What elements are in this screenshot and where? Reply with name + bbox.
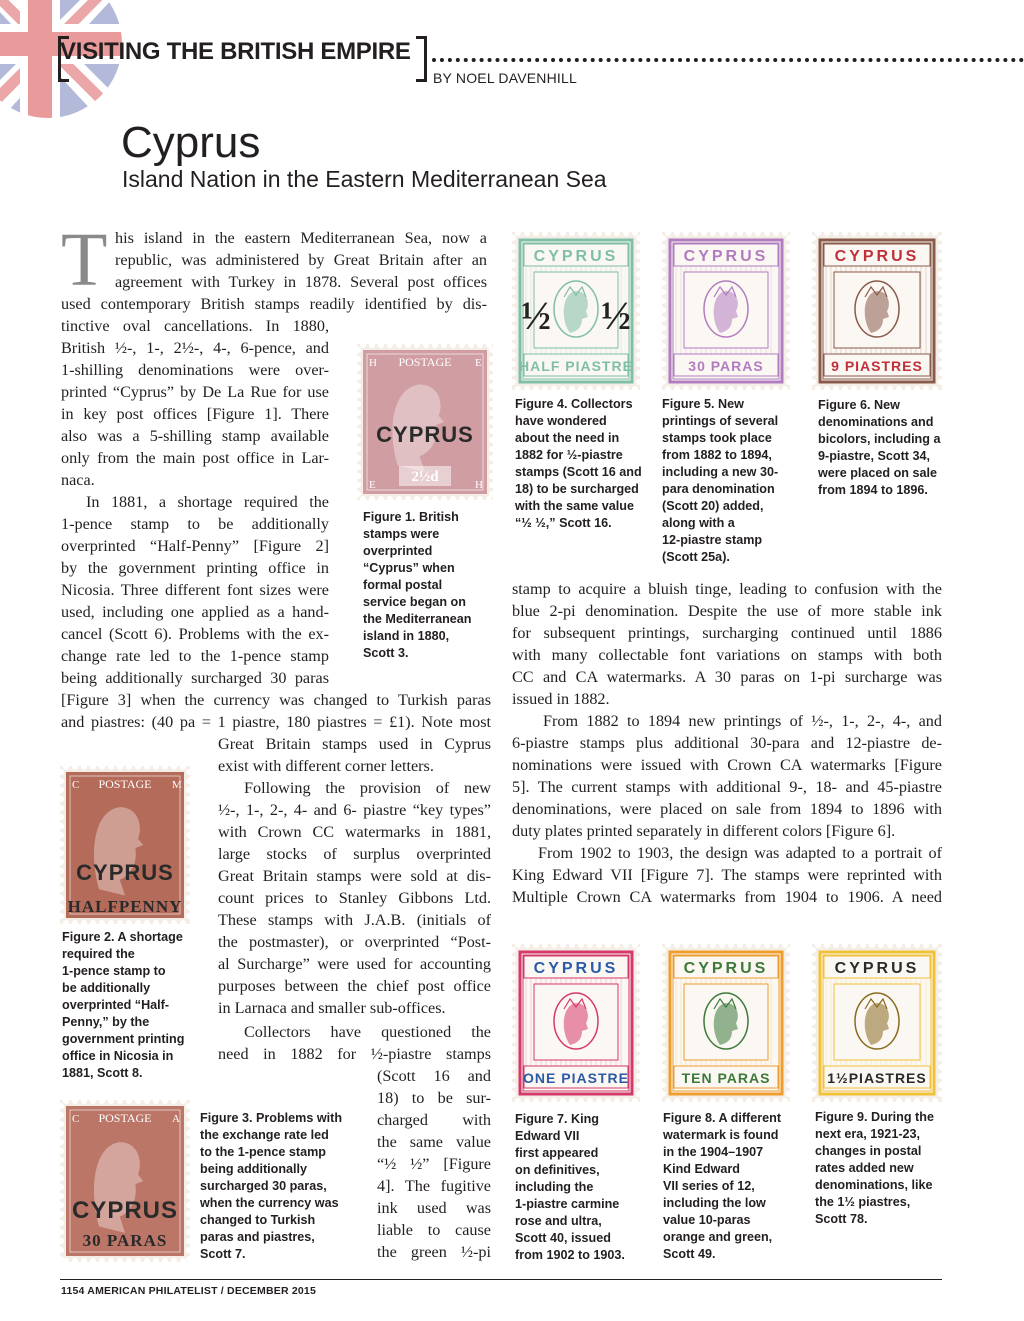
body-text-line: for subsequent printings, surcharging continued until 1886 [512, 624, 942, 642]
caption-line: to the 1-pence stamp [200, 1145, 326, 1159]
caption-line: “Cyprus” when [363, 561, 455, 575]
body-text-line: his island in the eastern Mediterranean Sea, now a [115, 229, 487, 247]
body-text-line: change rate led to the 1-pence stamp [61, 647, 329, 665]
caption-line: first appeared [515, 1146, 599, 1160]
stamp-value-label: 2½d [411, 469, 439, 485]
caption-line: 1882 for ½-piastre [515, 448, 623, 462]
caption-line: were placed on sale [818, 466, 937, 480]
caption-line: Scott 3. [363, 646, 409, 660]
figure-5-stamp [662, 232, 790, 390]
stamp-value-label: ONE PIASTRE [523, 1070, 629, 1086]
caption-line: changes in postal [815, 1144, 922, 1158]
caption-line: surcharged 30 paras, [200, 1179, 327, 1193]
overprint-text: CYPRUS [71, 1197, 179, 1224]
surcharge-overprint: ½ ½ [521, 293, 631, 338]
caption-line: Figure 6. New [818, 398, 900, 412]
caption-line: watermark is found [663, 1128, 779, 1142]
caption-line: Scott 78. [815, 1212, 868, 1226]
body-text-line: Great Britain stamps were sold at dis- [218, 867, 491, 885]
caption-line: denominations and [818, 415, 934, 429]
caption-line: orange and green, [663, 1230, 773, 1244]
figure-3-caption [200, 1110, 360, 1263]
caption-line: Figure 8. A different [663, 1111, 782, 1125]
body-text-line: Following the provision of new [244, 779, 491, 797]
caption-line: overprinted [363, 544, 433, 558]
body-text-line: also was a 5-shilling stamp available [61, 427, 329, 445]
caption-line: Figure 7. King [515, 1112, 599, 1126]
caption-line: (Scott 20) added, [662, 499, 764, 513]
figure-2-caption [62, 929, 212, 1082]
stamp-country-label: CYPRUS [533, 960, 619, 977]
caption-line: office in Nicosia in [62, 1049, 174, 1063]
caption-line: “½ ½,” Scott 16. [515, 516, 612, 530]
caption-line: from 1902 to 1903. [515, 1248, 625, 1262]
body-text-line: Great Britain stamps used in Cyprus [218, 735, 491, 753]
caption-line: 12-piastre stamp [662, 533, 763, 547]
caption-line: the exchange rate led [200, 1128, 329, 1142]
body-text-line: (Scott 16 and [377, 1067, 491, 1085]
dotted-rule [432, 58, 1024, 62]
body-text-line: From 1882 to 1894 new printings of ½-, 1-, 2-, 4-, and [543, 712, 942, 730]
body-text-line: duty plates printed separately in different colors [Figure 6]. [512, 822, 896, 840]
figure-4-stamp [512, 232, 640, 390]
body-text-line: purposes between the chief post office [218, 977, 491, 995]
body-text-line: agreement with Turkey in 1878. Several post offices [115, 273, 487, 291]
body-text-line: liable to cause [377, 1221, 491, 1239]
figure-1-stamp [357, 344, 493, 500]
byline: BY NOEL DAVENHILL [433, 70, 577, 86]
figure-6-caption [818, 397, 968, 499]
body-text-line: 1-pence stamp to be additionally [61, 515, 329, 533]
caption-line: stamps (Scott 16 and [515, 465, 642, 479]
caption-line: from 1882 to 1894, [662, 448, 772, 462]
corner-letter: H [369, 357, 377, 369]
caption-line: VII series of 12, [663, 1179, 755, 1193]
corner-letter: E [369, 479, 376, 491]
stamp-value-label: 9 PIASTRES [831, 358, 923, 374]
caption-line: rates added new [815, 1161, 914, 1175]
figure-7-caption [515, 1111, 663, 1264]
figure-7-stamp [512, 944, 640, 1102]
caption-line: from 1894 to 1896. [818, 483, 928, 497]
caption-line: be additionally [62, 981, 151, 995]
body-text-line: naca. [61, 471, 95, 489]
overprint-text: CYPRUS [76, 860, 174, 885]
body-text-line: Multiple Crown CA watermarks from 1904 to 1906. A need [512, 888, 942, 906]
overprint-text: CYPRUS [376, 422, 474, 447]
caption-line: Kind Edward [663, 1162, 740, 1176]
figure-1-caption [363, 509, 493, 662]
stamp-country-label: CYPRUS [834, 960, 920, 977]
body-text-line: the green ½-pi [377, 1243, 491, 1261]
caption-line: paras and piastres, [200, 1230, 315, 1244]
body-text-line: tinctive oval cancellations. In 1880, [61, 317, 329, 335]
figure-3-stamp [60, 1100, 190, 1262]
body-text-line: [Figure 3] when the currency was changed to Turkish paras [61, 691, 491, 709]
caption-line: Scott 7. [200, 1247, 246, 1261]
body-text-line: the postmaster), or overprinted “Post- [218, 933, 491, 951]
body-text-line: large stocks of surplus overprinted [218, 845, 491, 863]
footer-rule [60, 1279, 942, 1280]
caption-line: Edward VII [515, 1129, 580, 1143]
body-text-line: overprinted “Half-Penny” [Figure 2] [61, 537, 329, 555]
caption-line: Figure 5. New [662, 397, 744, 411]
caption-line: changed to Turkish [200, 1213, 316, 1227]
caption-line: stamps took place [662, 431, 772, 445]
caption-line: including a new 30- [662, 465, 779, 479]
caption-line: with the same value [515, 499, 634, 513]
stamp-country-label: CYPRUS [834, 248, 920, 265]
overprint-text-2: HALFPENNY [67, 897, 183, 916]
stamp-top-label: POSTAGE [398, 355, 452, 369]
body-text-line: cancel (Scott 6). Problems with the ex- [61, 625, 329, 643]
body-text-line: with Crown CC watermarks in 1881, [218, 823, 491, 841]
body-text-line: 18) to be sur- [377, 1089, 491, 1107]
stamp-top-label: POSTAGE [98, 1111, 152, 1125]
caption-line: 1-piastre carmine [515, 1197, 620, 1211]
body-text-line: with many collectable font variations on stamps with both [512, 646, 942, 664]
caption-line: 18) to be surcharged [515, 482, 639, 496]
caption-line: stamps were [363, 527, 440, 541]
corner-letter: H [475, 479, 483, 491]
figure-8-caption [663, 1110, 811, 1263]
body-text-line: 5]. The current stamps with additional 9-, 18- and 45-piastre [512, 778, 942, 796]
figure-9-stamp [812, 944, 942, 1102]
caption-line: island in 1880, [363, 629, 450, 643]
stamp-value-label: 1½PIASTRES [827, 1070, 927, 1086]
caption-line: 1-pence stamp to [62, 964, 166, 978]
body-text-line: used, including one applied as a hand- [61, 603, 329, 621]
caption-line: bicolors, including a [818, 432, 941, 446]
body-text-line: In 1881, a shortage required the [86, 493, 329, 511]
body-text-line: and piastres: (40 pa = 1 piastre, 180 piastres = £1). Note most [61, 713, 491, 731]
article-subtitle: Island Nation in the Eastern Mediterranean Sea [122, 166, 607, 192]
drop-cap: T [61, 218, 108, 302]
stamp-top-label: POSTAGE [98, 777, 152, 791]
body-text-line: 4]. The fugitive [377, 1177, 491, 1195]
caption-line: Figure 9. During the [815, 1110, 934, 1124]
body-text-line: ½-, 1-, 2-, 4- and 6- piastre “key types” [218, 801, 491, 819]
overprint-text-2: 30 PARAS [82, 1231, 168, 1250]
figure-5-caption [662, 396, 810, 566]
caption-line: overprinted “Half- [62, 998, 170, 1012]
caption-line: Figure 3. Problems with [200, 1111, 343, 1125]
body-text-line: ink used was [377, 1199, 491, 1217]
body-text-line: exist with different corner letters. [218, 757, 434, 775]
body-text-line: charged with [377, 1111, 491, 1129]
figure-2-stamp [60, 766, 190, 924]
caption-line: including the [515, 1180, 594, 1194]
caption-line: in the 1904–1907 [663, 1145, 764, 1159]
body-text-line: al Surcharge” were used for accounting [218, 955, 491, 973]
caption-line: about the need in [515, 431, 620, 445]
section-title: VISITING THE BRITISH EMPIRE [60, 38, 411, 65]
body-text-line: used contemporary British stamps readily identified by dis- [61, 295, 487, 313]
body-text-line: 6-piastre stamps plus additional 30-para and 12-piastre de- [512, 734, 942, 752]
caption-line: Scott 49. [663, 1247, 716, 1261]
article-title: Cyprus [121, 118, 261, 167]
body-text-line: need in 1882 for ½-piastre stamps [218, 1045, 491, 1063]
caption-line: Figure 1. British [363, 510, 459, 524]
caption-line: 1881, Scott 8. [62, 1066, 143, 1080]
body-text-line: stamp to acquire a bluish tinge, leading to confusion with the [512, 580, 942, 598]
stamp-country-label: CYPRUS [683, 960, 769, 977]
caption-line: para denomination [662, 482, 775, 496]
body-text-line: count prices to Stanley Gibbons Ltd. [218, 889, 491, 907]
body-text-line: From 1902 to 1903, the design was adapted to a portrait of [538, 844, 942, 862]
figure-9-caption [815, 1109, 965, 1228]
body-text-line: in key post offices [Figure 1]. There [61, 405, 329, 423]
body-text-line: in Larnaca and smaller sub-offices. [218, 999, 446, 1017]
stamp-value-label: HALF PIASTRE [519, 358, 633, 374]
caption-line: service began on [363, 595, 466, 609]
caption-line: including the low [663, 1196, 766, 1210]
body-text-line: “½ ½” [Figure [377, 1155, 491, 1173]
body-text-line: CC and CA watermarks. A 30 paras on 1-pi surcharge was [512, 668, 942, 686]
figure-6-stamp [812, 232, 942, 390]
caption-line: printings of several [662, 414, 779, 428]
stamp-country-label: CYPRUS [683, 248, 769, 265]
caption-line: Scott 40, issued [515, 1231, 611, 1245]
figure-4-caption [515, 396, 663, 532]
body-text-line: printed “Cyprus” by De La Rue for use [61, 383, 329, 401]
body-text-line: nominations were issued with Crown CA watermarks [Figure [512, 756, 942, 774]
body-text-line: denominations, were placed on sale from 1894 to 1896 with [512, 800, 942, 818]
body-text-line: Nicosia. Three different font sizes were [61, 581, 329, 599]
caption-line: Figure 4. Collectors [515, 397, 633, 411]
stamp-value-label: 30 PARAS [688, 358, 764, 374]
caption-line: next era, 1921-23, [815, 1127, 921, 1141]
body-text-line: being additionally surcharged 30 paras [61, 669, 329, 687]
caption-line: the 1½ piastres, [815, 1195, 911, 1209]
corner-letter: M [172, 779, 182, 791]
body-text-line: issued in 1882. [512, 690, 610, 708]
caption-line: Figure 2. A shortage [62, 930, 183, 944]
corner-letter: E [475, 357, 482, 369]
body-text-line: 1-shilling denominations were over- [61, 361, 329, 379]
body-text-line: King Edward VII [Figure 7]. The stamps were reprinted with [512, 866, 942, 884]
figure-8-stamp [662, 944, 790, 1102]
corner-letter: A [172, 1113, 180, 1125]
body-text-line: only from the main post office in Lar- [61, 449, 329, 467]
caption-line: government printing [62, 1032, 185, 1046]
corner-letter: C [72, 779, 80, 791]
stamp-country-label: CYPRUS [533, 248, 619, 265]
caption-line: on definitives, [515, 1163, 600, 1177]
caption-line: denominations, like [815, 1178, 933, 1192]
caption-line: formal postal [363, 578, 443, 592]
corner-letter: C [72, 1113, 80, 1125]
caption-line: Penny,” by the [62, 1015, 150, 1029]
body-text-line: British ½-, 1-, 2½-, 4-, 6-pence, and [61, 339, 329, 357]
caption-line: 9-piastre, Scott 34, [818, 449, 930, 463]
stamp-value-label: TEN PARAS [681, 1070, 771, 1086]
caption-line: required the [62, 947, 135, 961]
body-text-line: by the government printing office in [61, 559, 329, 577]
body-text-line: blue 2-pi denomination. Despite the use of more stable ink [512, 602, 942, 620]
body-text-line: These stamps with J.A.B. (initials of [218, 911, 491, 929]
caption-line: when the currency was [200, 1196, 339, 1210]
title-bracket-right [416, 36, 427, 82]
caption-line: (Scott 25a). [662, 550, 730, 564]
body-text-line: republic, was administered by Great Britain after an [115, 251, 487, 269]
caption-line: have wondered [515, 414, 607, 428]
body-text-line: the same value [377, 1133, 491, 1151]
caption-line: value 10-paras [663, 1213, 751, 1227]
page-footer: 1154 AMERICAN PHILATELIST / DECEMBER 2015 [61, 1285, 317, 1297]
caption-line: rose and ultra, [515, 1214, 602, 1228]
caption-line: the Mediterranean [363, 612, 472, 626]
body-text-line: Collectors have questioned the [244, 1023, 491, 1041]
caption-line: being additionally [200, 1162, 308, 1176]
caption-line: along with a [662, 516, 735, 530]
